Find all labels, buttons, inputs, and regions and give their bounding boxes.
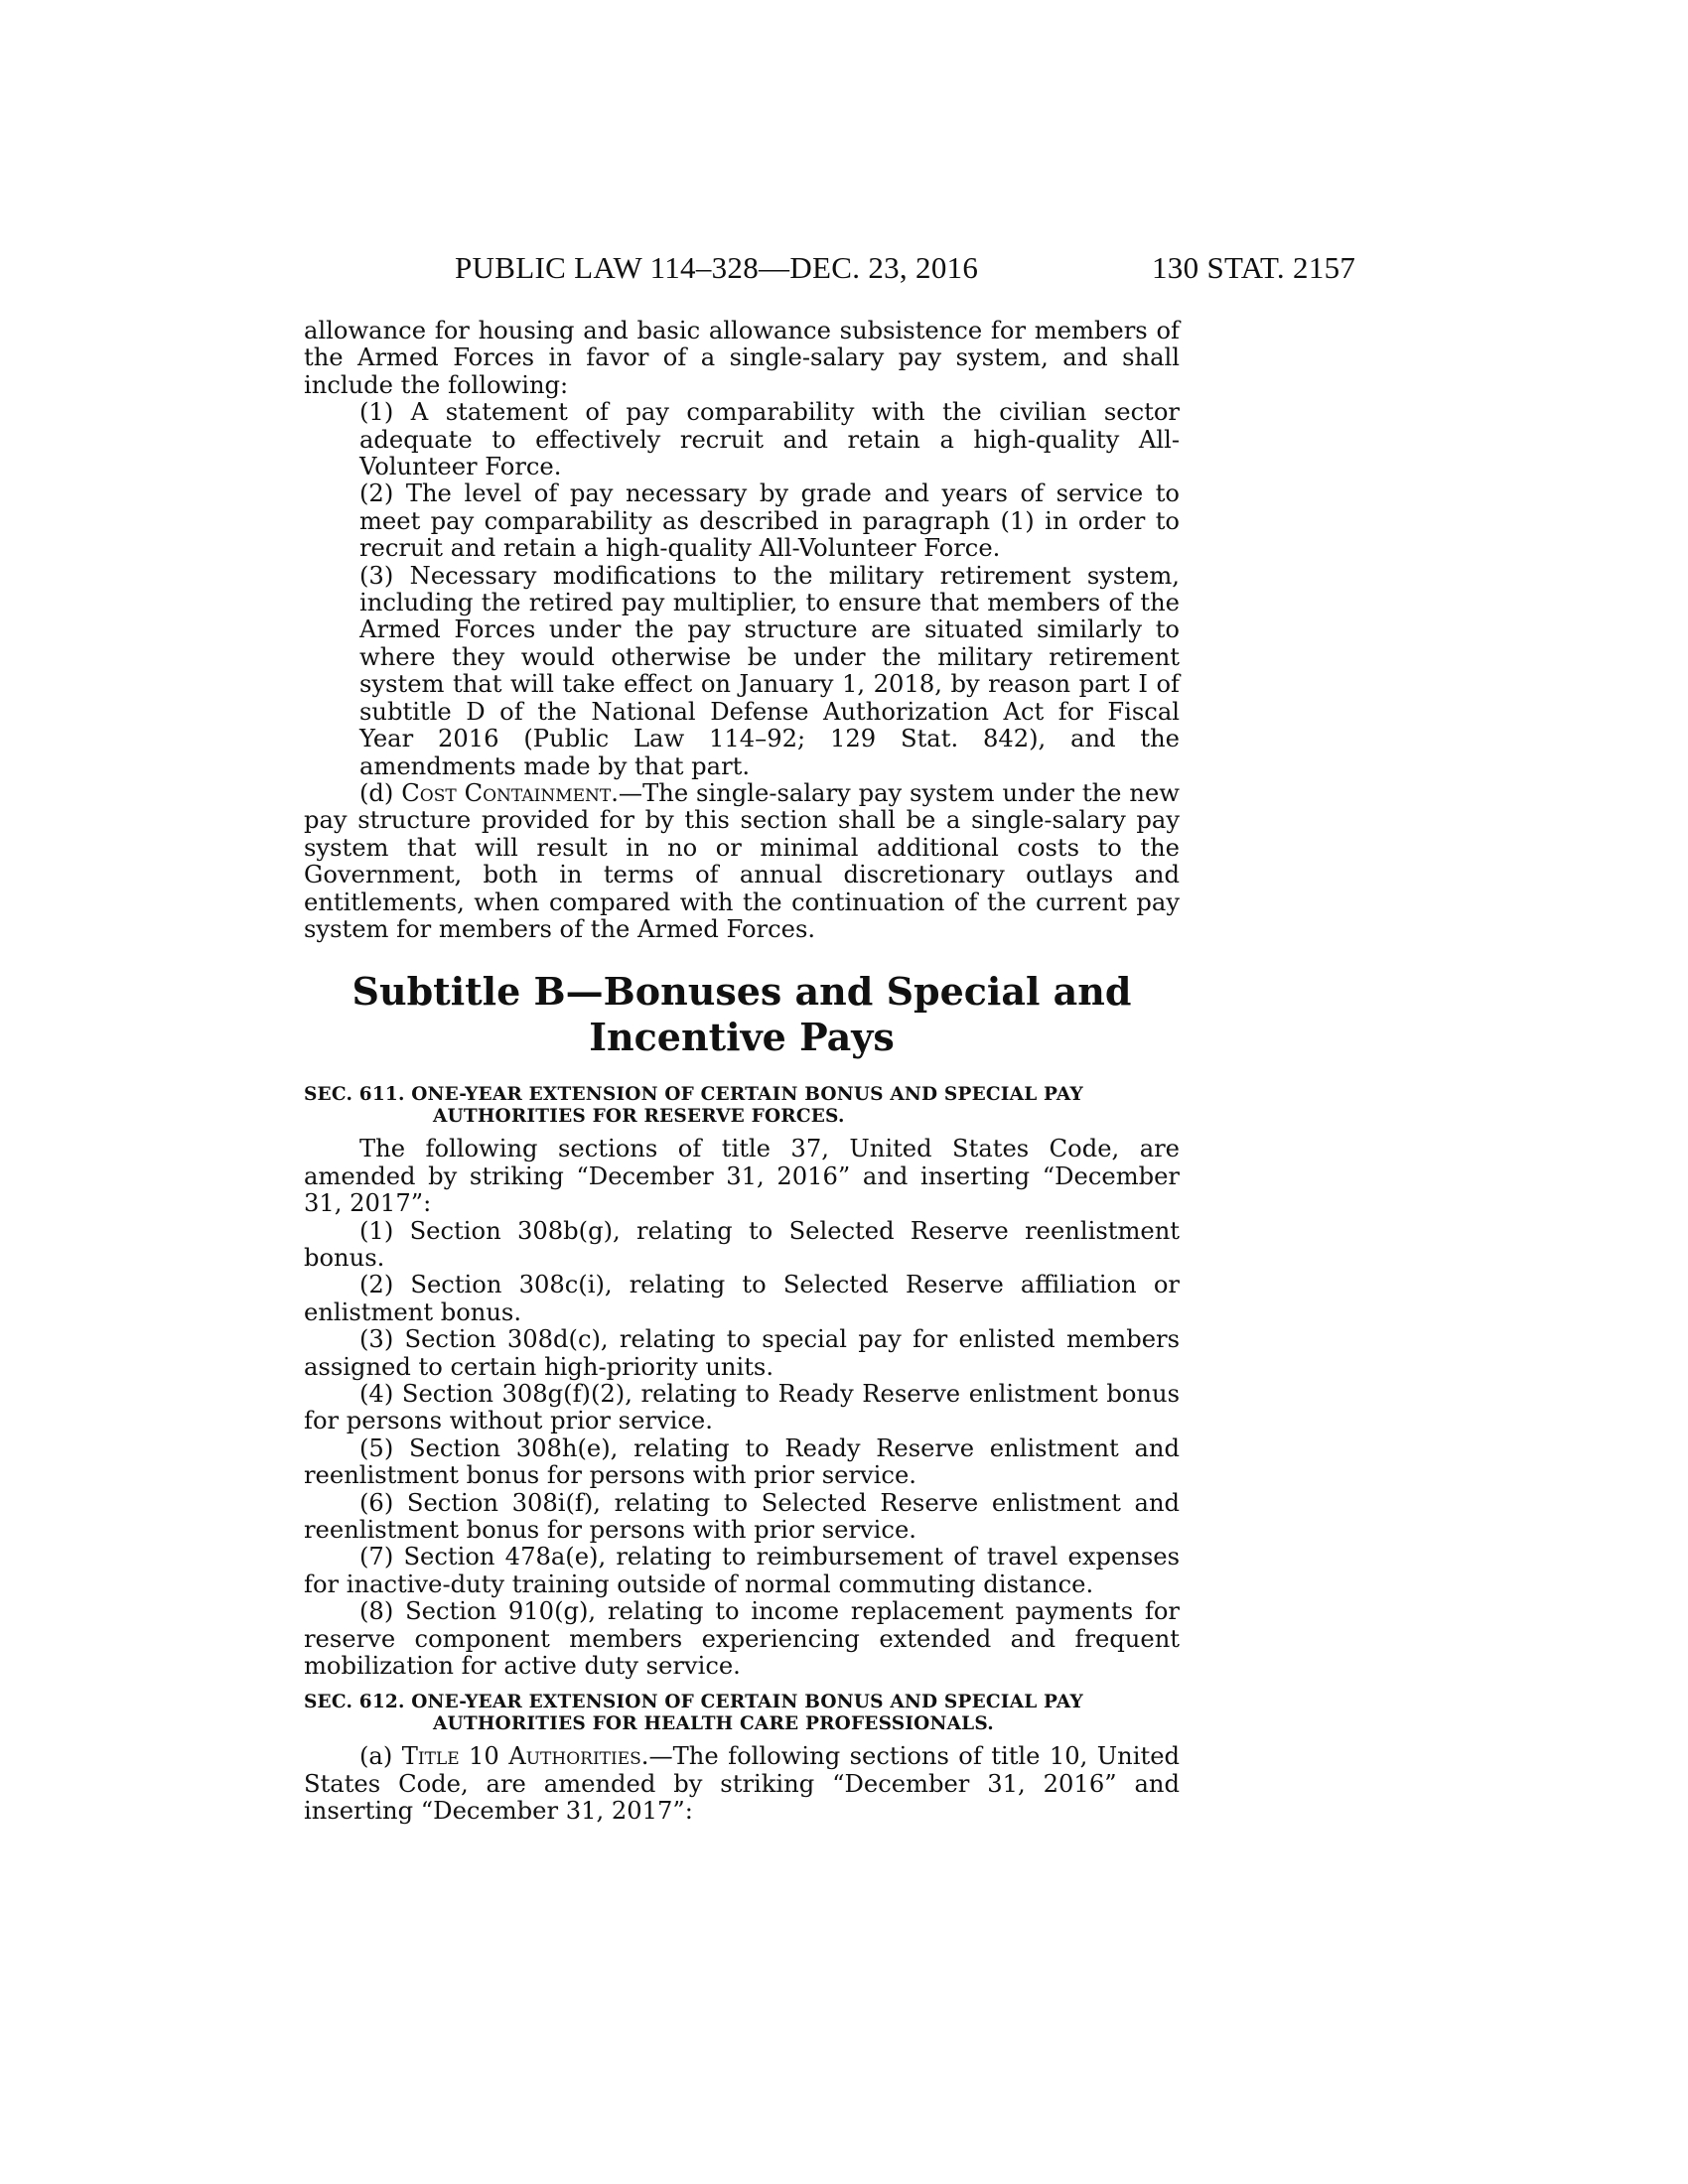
sec-611-item: (8) Section 910(g), relating to income replacement payments for reserve component members experiencing extended and frequent mobilization for active duty service. (304, 1597, 1180, 1681)
subtitle-heading (304, 969, 1180, 1060)
sec-611-item: (5) Section 308h(e), relating to Ready Reserve enlistment and reenlistment bonus for persons with prior service. (304, 1433, 1180, 1490)
header-stat-page: 130 STAT. 2157 (1152, 250, 1356, 285)
sec-611-heading: SEC. 611. ONE-YEAR EXTENSION OF CERTAIN BONUS AND SPECIAL PAY AUTHORITIES FOR RESERVE FORCES. (304, 1084, 1083, 1128)
title-10-label: Title 10 Authorities (401, 1742, 641, 1771)
cost-containment-paragraph (304, 780, 1180, 943)
subtitle-line-1: Subtitle B—Bonuses and Special and (352, 969, 1132, 1015)
intro-item-1: (1) A statement of pay comparability with the civilian sector adequate to effectively recruit and retain a high-quality All-Volunteer Force. (359, 398, 1180, 481)
header-public-law: PUBLIC LAW 114–328—DEC. 23, 2016 (455, 250, 979, 285)
title-10-prefix: (a) (359, 1742, 402, 1771)
sec-611-item: (1) Section 308b(g), relating to Selected Reserve reenlistment bonus. (304, 1216, 1180, 1272)
title-10-text: The following sections of title 10, United States Code, are amended by striking “December 31, 2016” and inserting “December 31, 2017”: (304, 1742, 1181, 1826)
sec-611-item: (6) Section 308i(f), relating to Selected Reserve enlistment and reenlistment bonus for persons with prior service. (304, 1488, 1180, 1545)
document-body (304, 318, 1180, 1826)
sec-611-item: (3) Section 308d(c), relating to special pay for enlisted members assigned to certain high-priority units. (304, 1325, 1180, 1381)
cost-containment-text: The single-salary pay system under the new pay structure provided for by this section shall be a single-salary pay system that will result in no or minimal additional costs to the Government, both in terms of annual discretionary outlays and entitlements, when compared with the continuation of the current pay system for members of the Armed Forces. (304, 778, 1180, 943)
title-10-dash: .— (640, 1742, 673, 1771)
subtitle-line-2: Incentive Pays (589, 1015, 895, 1060)
continuation-paragraph: allowance for housing and basic allowance subsistence for members of the Armed Forces in favor of a single-salary pay system, and shall include the following: (304, 317, 1180, 399)
sec-611-item: (4) Section 308g(f)(2), relating to Ready Reserve enlistment bonus for persons without prior service. (304, 1380, 1180, 1435)
cost-containment-dash: .— (611, 778, 643, 807)
sec-611-intro: The following sections of title 37, United States Code, are amended by striking “December 31, 2016” and inserting “December 31, 2017”: (304, 1135, 1180, 1218)
sec-612-heading: SEC. 612. ONE-YEAR EXTENSION OF CERTAIN BONUS AND SPECIAL PAY AUTHORITIES FOR HEALTH CARE PROFESSIONALS. (304, 1692, 1083, 1735)
sec-611-item: (2) Section 308c(i), relating to Selected Reserve affiliation or enlistment bonus. (304, 1271, 1180, 1326)
sec-611-item: (7) Section 478a(e), relating to reimbursement of travel expenses for inactive-duty training outside of normal commuting distance. (304, 1543, 1180, 1598)
sec-612-paragraph-a (304, 1743, 1180, 1825)
intro-item-2: (2) The level of pay necessary by grade and years of service to meet pay comparability as described in paragraph (1) in order to recruit and retain a high-quality All-Volunteer Force. (359, 479, 1180, 563)
intro-item-3: (3) Necessary modifications to the military retirement system, including the retired pay multiplier, to ensure that members of the Armed Forces under the pay structure are situated similarly to where they would otherwise be under the military retirement system that will take effect on January 1, 2018, by reason part I of subtitle D of the National Defense Authorization Act for Fiscal Year 2016 (Public Law 114–92; 129 Stat. 842), and the amendments made by that part. (359, 561, 1180, 780)
cost-containment-label: Cost Containment (401, 778, 612, 807)
cost-containment-prefix: (d) (359, 778, 402, 807)
running-header (0, 250, 1688, 290)
